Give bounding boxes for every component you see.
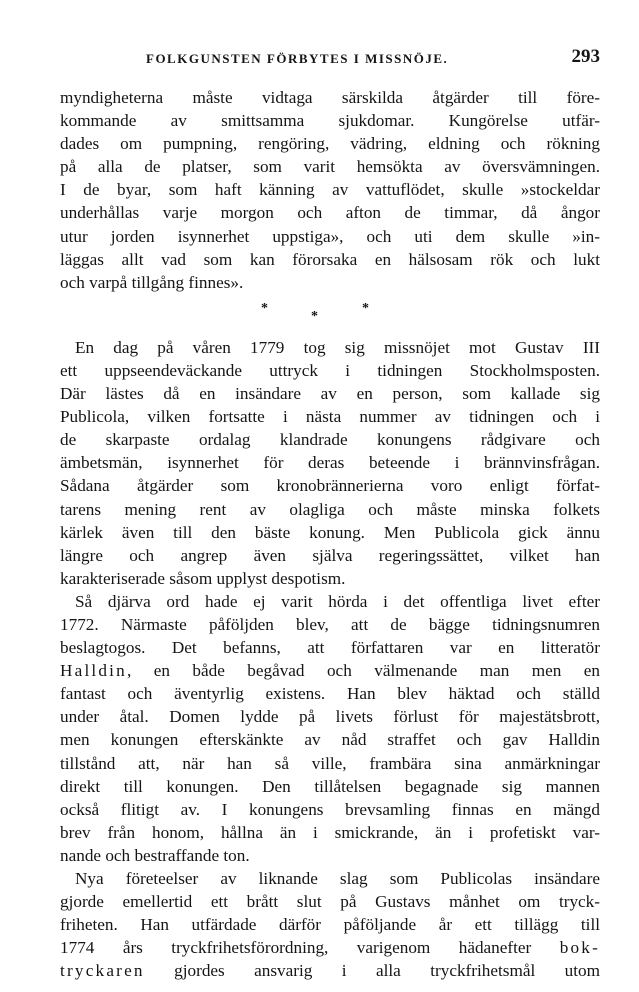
text-line: utur jorden isynnerhet uppstiga», och uti dem skulle »in-: [60, 226, 600, 246]
text-line: gjorde emellertid ett brått slut på Gustavs månhet om tryck-: [60, 892, 600, 912]
text-line: En dag på våren 1779 tog sig missnöjet mot Gustav III: [75, 337, 600, 357]
text-line: Så djärva ord hade ej varit hörda i det offentliga livet efter: [75, 591, 600, 611]
separator-star: *: [261, 300, 268, 316]
text-line: Nya företeelser av liknande slag som Publicolas insändare: [75, 869, 600, 888]
separator-star: *: [362, 300, 369, 316]
text-line: ett uppseendeväckande uttryck i tidningen Stockholmsposten.: [60, 360, 600, 380]
separator-star: *: [311, 308, 318, 324]
text-line: nande och bestraffande ton.: [60, 845, 250, 865]
paragraph-2: [60, 336, 600, 590]
text-line: friheten. Han utfärdade därför påföljande år ett tillägg till: [60, 915, 600, 935]
page-number: 293: [571, 46, 600, 67]
text-line: också flitigt av. I konungens brevsamling finnas en mängd: [60, 799, 600, 819]
text-line: brev från honom, hållna än i smickrande, än i profetiskt var-: [60, 822, 600, 842]
text-line: kommande av smittsamma sjukdomar. Kungörelse utfär-: [60, 111, 600, 131]
paragraph-1: [60, 86, 600, 294]
text-line: Publicola, vilken fortsatte i nästa nummer av tidningen och i: [60, 407, 600, 427]
text-line: tryckaren gjordes ansvarig i alla tryckfrihetsmål utom: [60, 961, 600, 981]
text-line: de skarpaste ordalag klandrade konungens rådgivare och: [60, 430, 600, 450]
running-head: [60, 46, 602, 70]
text-line: läggas allt vad som kan förorsaka en hälsosam rök och lukt: [60, 249, 600, 269]
text-line: ämbetsmän, isynnerhet för deras beteende i brännvinsfrågan.: [60, 453, 600, 473]
text-line: I de byar, som haft känning av vattuflödet, skulle »stockeldar: [60, 180, 600, 200]
text-line: dades om pumpning, rengöring, vädring, eldning och rökning: [60, 134, 600, 154]
text-line: karakteriserade såsom upplyst despotism.: [60, 568, 346, 588]
text-line: kärlek även till den bäste konung. Men Publicola gick ännu: [60, 522, 600, 542]
text-line: 1774 års tryckfrihetsförordning, varigenom hädanefter bok-: [60, 938, 600, 958]
text-line: 1772. Närmaste påföljden blev, att de bägge tidningsnumren: [60, 614, 600, 634]
text-line: underhållas varje morgon och afton de timmar, då ångor: [60, 203, 600, 223]
text-line: och varpå tillgång finnes».: [60, 272, 244, 292]
text-line: på alla de platser, som varit hemsökta av översvämningen.: [60, 157, 600, 177]
text-line: men konungen efterskänkte av nåd straffet och gav Halldin: [60, 730, 600, 750]
paragraph-3: [60, 590, 600, 867]
section-break: [60, 294, 600, 324]
text-line: Där lästes då en insändare av en person, som kallade sig: [60, 384, 600, 404]
text-line: tillstånd att, när han så ville, frambära sina anmärkningar: [60, 753, 600, 773]
body-text: [60, 86, 600, 982]
text-line: under åtal. Domen lydde på livets förlust för majestätsbrott,: [60, 707, 600, 727]
text-line: tarens mening rent av olagliga och måste minska folkets: [60, 499, 600, 519]
text-line: längre och angrep även själva regeringssättet, vilket han: [60, 545, 600, 565]
text-line: myndigheterna måste vidtaga särskilda åtgärder till före-: [60, 88, 600, 107]
paragraph-4: [60, 867, 600, 982]
text-line: direkt till konungen. Den tillåtelsen begagnade sig mannen: [60, 776, 600, 796]
text-line: fantast och äventyrlig existens. Han blev häktad och ställd: [60, 684, 600, 704]
text-line: beslagtogos. Det befanns, att författaren var en litteratör: [60, 638, 600, 658]
text-line: Halldin, en både begåvad och välmenande man men en: [60, 661, 600, 681]
text-line: Sådana åtgärder som kronobrännerierna voro enligt förfat-: [60, 476, 600, 496]
running-title: FOLKGUNSTEN FÖRBYTES I MISSNÖJE.: [146, 51, 449, 66]
